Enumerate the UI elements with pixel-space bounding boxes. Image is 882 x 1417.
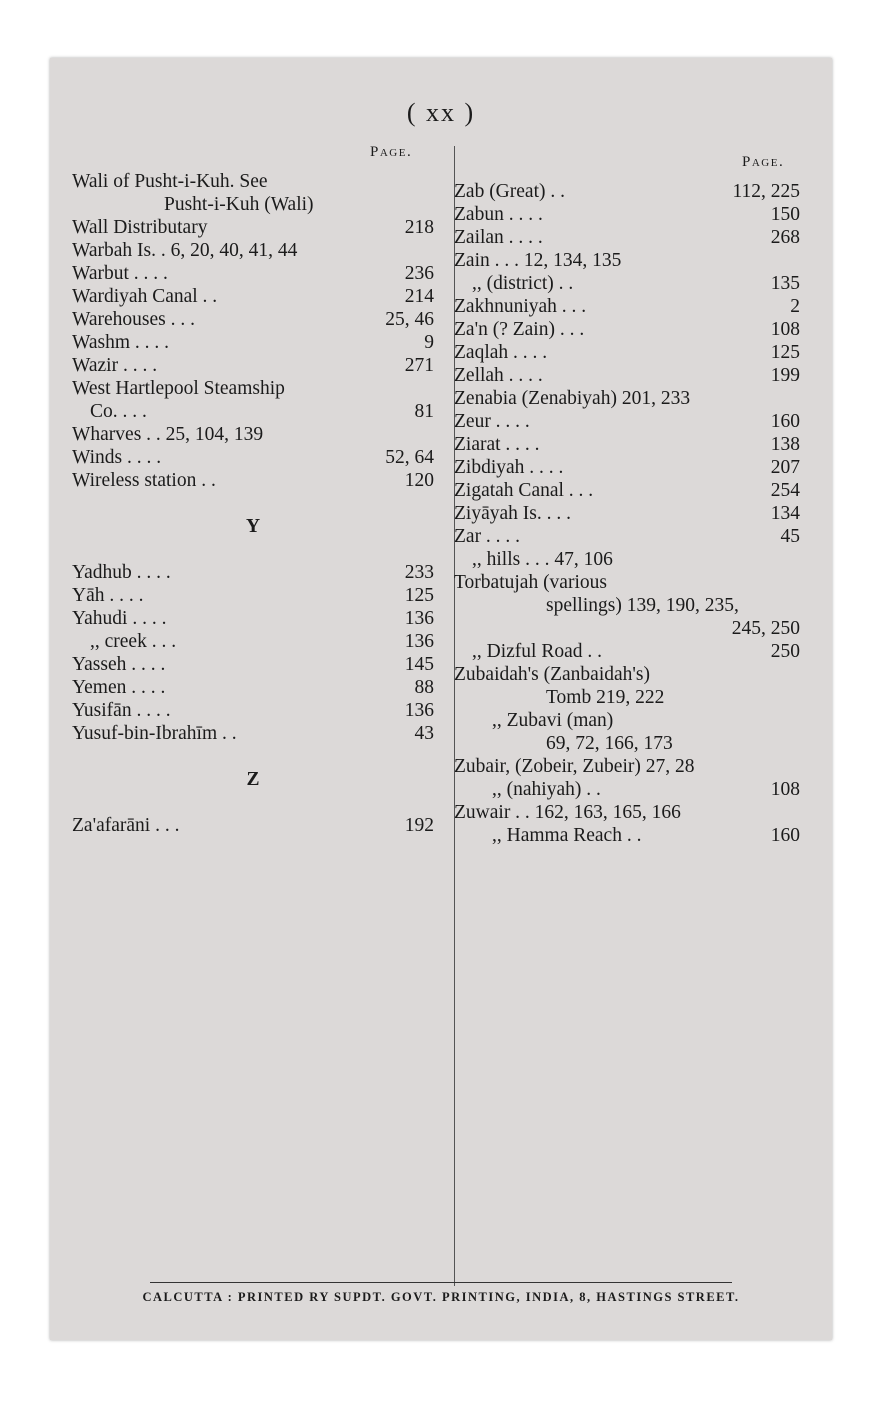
- entry-term: Zain . . . 12, 134, 135: [454, 250, 622, 271]
- index-entry: [72, 377, 434, 400]
- entry-pages: 254: [770, 480, 800, 501]
- entry-term: Zabun . . . .: [454, 204, 543, 225]
- entry-pages: 218: [404, 217, 434, 238]
- page-number: ( xx ): [406, 98, 476, 127]
- entry-term: Yasseh . . . .: [72, 654, 166, 675]
- entry-term: ,, (district) . .: [472, 273, 574, 294]
- entry-pages: 108: [770, 779, 800, 800]
- entry-term: Co. . . .: [90, 401, 147, 422]
- entry-term: Zubaidah's (Zanbaidah's): [454, 664, 650, 685]
- entry-term: Z: [246, 769, 260, 790]
- index-entry: [72, 400, 434, 423]
- entry-term: Wall Distributary: [72, 217, 208, 238]
- entry-pages: 2: [790, 296, 800, 317]
- index-entry: [72, 699, 434, 722]
- index-entry: [72, 193, 434, 216]
- entry-pages: 43: [414, 723, 434, 744]
- entry-term: Zellah . . . .: [454, 365, 543, 386]
- index-entry: [454, 341, 800, 364]
- entry-term: Warbut . . . .: [72, 263, 168, 284]
- index-entry: [72, 216, 434, 239]
- entry-pages: 136: [404, 631, 434, 652]
- entry-pages: 136: [404, 700, 434, 721]
- entry-term: Zailan . . . .: [454, 227, 543, 248]
- page-column-header-left: Page.: [370, 144, 413, 160]
- entry-pages: 271: [404, 355, 434, 376]
- index-entry: [72, 170, 434, 193]
- entry-term: Ziarat . . . .: [454, 434, 540, 455]
- index-entry: [454, 364, 800, 387]
- entry-term: ,, (nahiyah) . .: [492, 779, 601, 800]
- index-entry: [72, 423, 434, 446]
- entry-term: Yemen . . . .: [72, 677, 166, 698]
- entry-term: Warehouses . . .: [72, 309, 195, 330]
- entry-pages: 25, 46: [385, 309, 434, 330]
- index-entry: [72, 492, 434, 515]
- entry-pages: 136: [404, 608, 434, 629]
- entry-pages: 160: [770, 411, 800, 432]
- right-index-column: [454, 180, 800, 847]
- entry-term: ,, creek . . .: [90, 631, 177, 652]
- index-entry: [454, 295, 800, 318]
- entry-term: Warbah Is. . 6, 20, 40, 41, 44: [72, 240, 298, 261]
- index-entry: [454, 755, 800, 778]
- entry-term: Washm . . . .: [72, 332, 170, 353]
- entry-term: Zubair, (Zobeir, Zubeir) 27, 28: [454, 756, 695, 777]
- index-entry: [454, 801, 800, 824]
- entry-term: Wireless station . .: [72, 470, 216, 491]
- index-entry: [454, 640, 800, 663]
- index-entry: [454, 548, 800, 571]
- entry-term: Winds . . . .: [72, 447, 162, 468]
- entry-term: Zibdiyah . . . .: [454, 457, 564, 478]
- index-entry: [454, 663, 800, 686]
- index-entry: [72, 331, 434, 354]
- entry-term: Wardiyah Canal . .: [72, 286, 218, 307]
- entry-pages: 268: [770, 227, 800, 248]
- index-entry: [72, 745, 434, 768]
- index-entry: [454, 617, 800, 640]
- entry-pages: 134: [770, 503, 800, 524]
- index-entry: [454, 318, 800, 341]
- index-entry: [72, 630, 434, 653]
- entry-pages: 112, 225: [732, 181, 800, 202]
- section-letter: [72, 515, 434, 538]
- index-entry: [454, 226, 800, 249]
- index-entry: [454, 410, 800, 433]
- index-entry: [72, 538, 434, 561]
- entry-term: Yahudi . . . .: [72, 608, 167, 629]
- entry-term: Y: [245, 516, 261, 537]
- index-entry: [72, 469, 434, 492]
- index-entry: [72, 676, 434, 699]
- index-page: [50, 58, 832, 1340]
- index-entry: [454, 571, 800, 594]
- index-entry: [72, 354, 434, 377]
- entry-term: Zab (Great) . .: [454, 181, 565, 202]
- entry-term: West Hartlepool Steamship: [72, 378, 285, 399]
- entry-term: Zar . . . .: [454, 526, 521, 547]
- entry-pages: 236: [404, 263, 434, 284]
- index-entry: [454, 433, 800, 456]
- entry-pages: 145: [404, 654, 434, 675]
- entry-term: 69, 72, 166, 173: [546, 733, 673, 754]
- index-entry: [454, 249, 800, 272]
- entry-pages: 81: [414, 401, 434, 422]
- entry-term: Zuwair . . 162, 163, 165, 166: [454, 802, 681, 823]
- index-entry: [72, 262, 434, 285]
- printer-footer: CALCUTTA : PRINTED RY SUPDT. GOVT. PRINTING, INDIA, 8, HASTINGS STREET.: [142, 1290, 740, 1304]
- entry-pages: 233: [404, 562, 434, 583]
- entry-pages: 192: [404, 815, 434, 836]
- index-entry: [72, 791, 434, 814]
- entry-term: Yadhub . . . .: [72, 562, 171, 583]
- index-entry: [72, 584, 434, 607]
- entry-pages: 125: [770, 342, 800, 363]
- entry-pages: 150: [770, 204, 800, 225]
- index-entry: [454, 594, 800, 617]
- entry-term: Zenabia (Zenabiyah) 201, 233: [454, 388, 691, 409]
- entry-term: Wali of Pusht-i-Kuh. See: [72, 171, 268, 192]
- index-entry: [454, 824, 800, 847]
- entry-term: Zeur . . . .: [454, 411, 530, 432]
- entry-term: ,, Hamma Reach . .: [492, 825, 642, 846]
- entry-term: ,, Zubavi (man): [492, 710, 614, 731]
- entry-pages: 245, 250: [731, 618, 800, 639]
- entry-term: Yusuf-bin-Ibrahīm . .: [72, 723, 237, 744]
- index-entry: [454, 456, 800, 479]
- page-column-header-right: Page.: [742, 154, 785, 170]
- index-entry: [454, 203, 800, 226]
- entry-term: Pusht-i-Kuh (Wali): [164, 194, 314, 215]
- index-entry: [72, 722, 434, 745]
- entry-term: Wazir . . . .: [72, 355, 158, 376]
- index-entry: [72, 561, 434, 584]
- index-entry: [72, 239, 434, 262]
- index-entry: [454, 732, 800, 755]
- entry-term: Ziyāyah Is. . . .: [454, 503, 571, 524]
- entry-term: Wharves . . 25, 104, 139: [72, 424, 264, 445]
- entry-pages: 125: [404, 585, 434, 606]
- index-entry: [454, 525, 800, 548]
- entry-pages: 45: [780, 526, 800, 547]
- index-entry: [454, 778, 800, 801]
- entry-term: Tomb 219, 222: [546, 687, 665, 708]
- entry-pages: 52, 64: [385, 447, 434, 468]
- entry-term: Zakhnuniyah . . .: [454, 296, 587, 317]
- entry-pages: 138: [770, 434, 800, 455]
- index-entry: [454, 180, 800, 203]
- entry-term: Za'n (? Zain) . . .: [454, 319, 585, 340]
- entry-term: Za'afarāni . . .: [72, 815, 180, 836]
- index-entry: [454, 709, 800, 732]
- index-entry: [72, 607, 434, 630]
- footer-rule: [150, 1282, 732, 1283]
- entry-term: ,, Dizful Road . .: [472, 641, 602, 662]
- entry-pages: 88: [414, 677, 434, 698]
- entry-term: Zigatah Canal . . .: [454, 480, 594, 501]
- entry-pages: 207: [770, 457, 800, 478]
- entry-pages: 9: [424, 332, 434, 353]
- entry-pages: 160: [770, 825, 800, 846]
- entry-term: spellings) 139, 190, 235,: [546, 595, 739, 616]
- entry-pages: 120: [404, 470, 434, 491]
- index-entry: [454, 502, 800, 525]
- entry-pages: 135: [770, 273, 800, 294]
- entry-pages: 250: [770, 641, 800, 662]
- entry-term: ,, hills . . . 47, 106: [472, 549, 613, 570]
- index-entry: [454, 387, 800, 410]
- index-entry: [454, 686, 800, 709]
- index-entry: [454, 272, 800, 295]
- section-letter: [72, 768, 434, 791]
- entry-pages: 214: [404, 286, 434, 307]
- entry-term: Zaqlah . . . .: [454, 342, 548, 363]
- index-entry: [72, 814, 434, 837]
- left-index-column: [72, 170, 434, 837]
- entry-pages: 199: [770, 365, 800, 386]
- index-entry: [454, 479, 800, 502]
- index-entry: [72, 653, 434, 676]
- entry-pages: 108: [770, 319, 800, 340]
- entry-term: Torbatujah (various: [454, 572, 607, 593]
- entry-term: Yusifān . . . .: [72, 700, 171, 721]
- index-entry: [72, 308, 434, 331]
- index-entry: [72, 285, 434, 308]
- entry-term: Yāh . . . .: [72, 585, 144, 606]
- index-entry: [72, 446, 434, 469]
